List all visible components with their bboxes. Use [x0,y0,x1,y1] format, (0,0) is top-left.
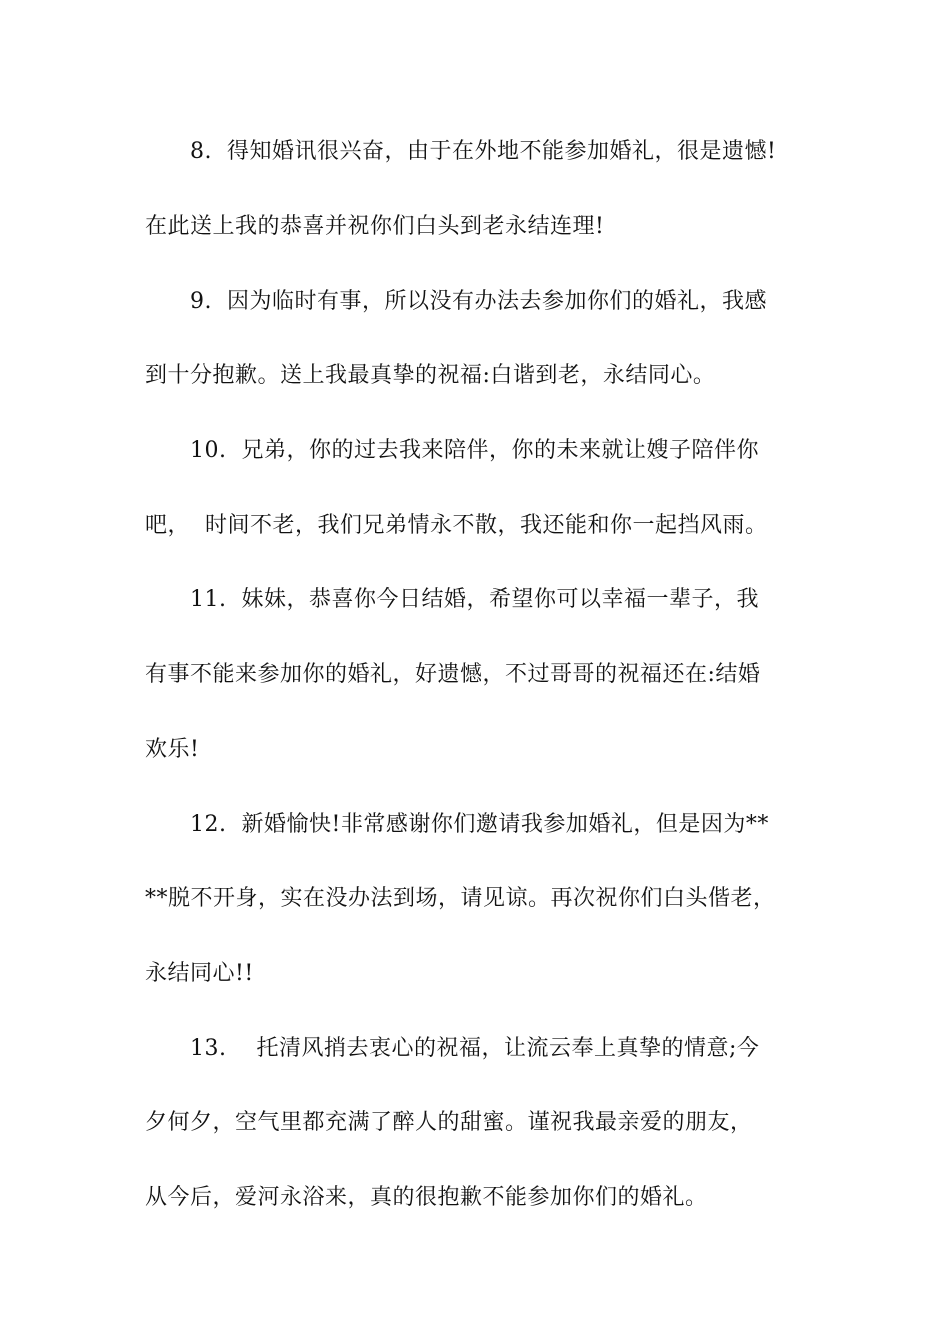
paragraph-line: 欢乐! [145,737,200,762]
paragraph-line: 9. 因为临时有事，所以没有办法去参加你们的婚礼，我感 [190,289,767,314]
paragraph-line: 从今后，爱河永浴来，真的很抱歉不能参加你们的婚礼。 [145,1185,708,1210]
paragraph-line: 8. 得知婚讯很兴奋，由于在外地不能参加婚礼，很是遗憾! [190,139,777,164]
paragraph-line: 到十分抱歉。送上我最真挚的祝福:白谐到老，永结同心。 [145,363,716,388]
paragraph-line: 夕何夕，空气里都充满了醉人的甜蜜。谨祝我最亲爱的朋友， [145,1110,753,1135]
paragraph-line: 10. 兄弟，你的过去我来陪伴，你的未来就让嫂子陪伴你 [190,438,759,463]
paragraph-line: 12. 新婚愉快!非常感谢你们邀请我参加婚礼，但是因为** [190,812,769,837]
paragraph-line: 吧， 时间不老，我们兄弟情永不散，我还能和你一起挡风雨。 [145,513,768,538]
paragraph-line: 永结同心!! [145,961,254,986]
paragraph-line: 在此送上我的恭喜并祝你们白头到老永结连理! [145,214,605,239]
paragraph-line: **脱不开身，实在没办法到场，请见谅。再次祝你们白头偕老， [145,886,776,911]
paragraph-line: 11. 妹妹，恭喜你今日结婚，希望你可以幸福一辈子，我 [190,587,759,612]
paragraph-line: 13. 托清风捎去衷心的祝福，让流云奉上真挚的情意;今 [190,1036,760,1061]
paragraph-line: 有事不能来参加你的婚礼，好遗憾，不过哥哥的祝福还在:结婚 [145,662,761,687]
